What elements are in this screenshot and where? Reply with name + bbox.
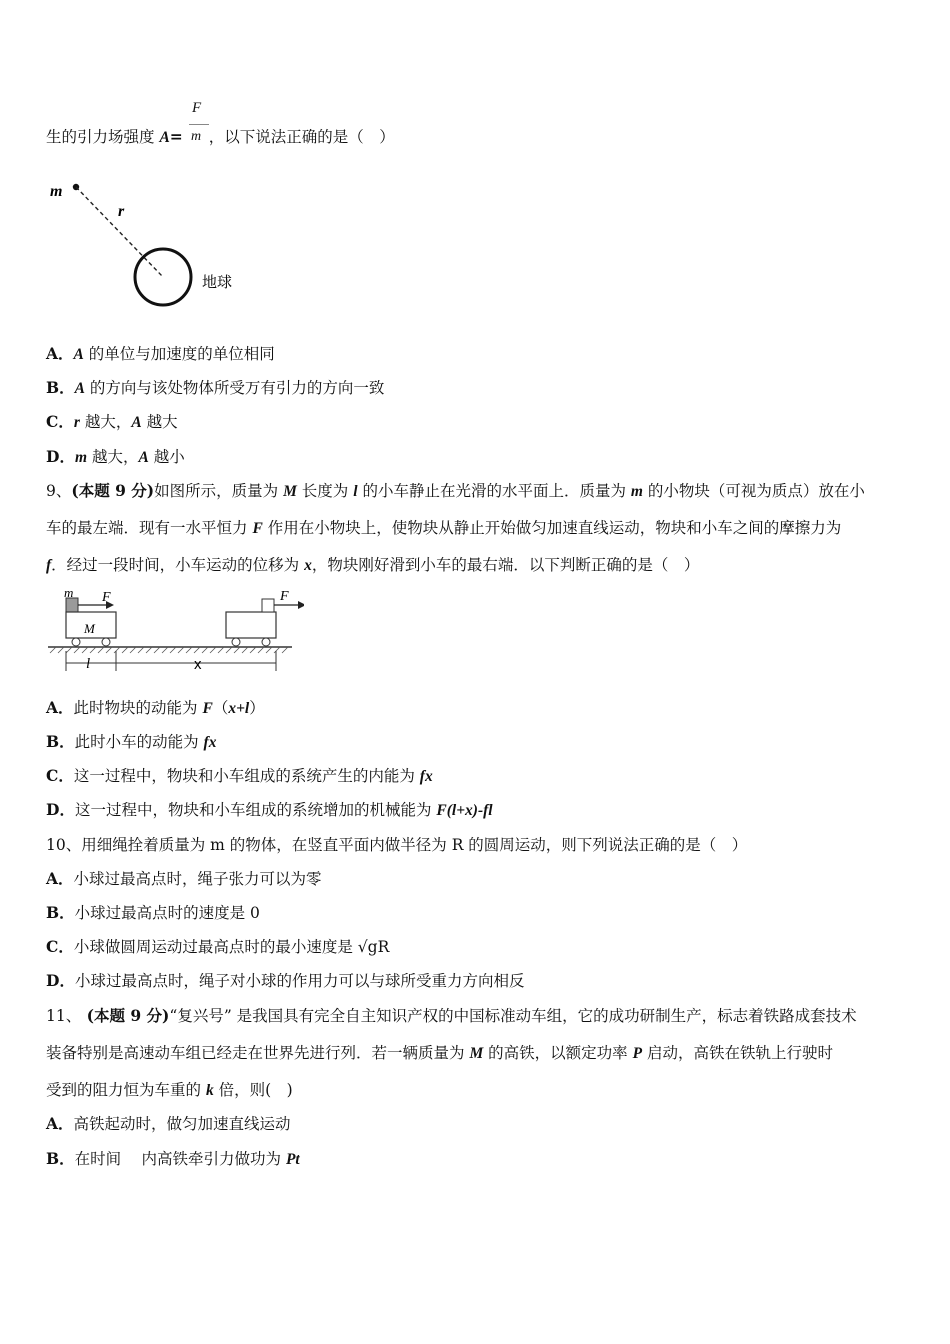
option-text: 小球过最高点时的速度是 0 [74, 904, 260, 922]
option-expr: Pt [285, 1151, 300, 1168]
q10-option-b [46, 902, 260, 924]
stem-var: x [304, 557, 312, 574]
figure-label-l: l [86, 656, 91, 672]
q8-option-b [46, 377, 384, 400]
fraction-denominator: m [191, 129, 202, 144]
option-letter: D． [46, 800, 75, 819]
stem-text: 装备特别是高速动车组已经走在世界先进行列．若一辆质量为 [46, 1044, 470, 1062]
wheel [232, 638, 240, 646]
stem-var: P [632, 1045, 643, 1062]
figure-label-r: r [118, 203, 125, 220]
q8-option-c [46, 411, 178, 434]
figure-label-m: m [50, 183, 63, 200]
figure-label-M: M [84, 621, 95, 636]
stem-text: 的小车静止在光滑的水平面上．质量为 [357, 482, 631, 500]
figure-label-F1: F [102, 590, 111, 605]
stem-text: 受到的阻力恒为车重的 [46, 1081, 206, 1099]
q10-option-c [46, 936, 389, 958]
option-expr: F(l+x)-fl [436, 802, 493, 819]
option-letter: C． [46, 412, 74, 431]
q8-stem-prefix: 生的引力场强度 [46, 128, 160, 146]
option-var: A [74, 380, 85, 397]
cart-figure [44, 585, 304, 677]
wheel [262, 638, 270, 646]
option-expr: x+l [228, 700, 250, 717]
stem-var: f [46, 557, 52, 574]
q11-stem-line2 [46, 1042, 833, 1065]
option-var: A [73, 346, 84, 363]
option-var: m [74, 449, 88, 466]
option-text: 这一过程中，物块和小车组成的系统产生的内能为 [73, 767, 420, 785]
option-text: 越大， [79, 413, 132, 431]
stem-var: F [252, 520, 263, 537]
option-letter: B． [46, 903, 75, 922]
stem-text: 作用在小物块上，使物块从静止开始做匀加速直线运动，物块和小车之间的摩擦力为 [262, 519, 842, 537]
block-m-final [262, 599, 274, 612]
stem-text: ．经过一段时间，小车运动的位移为 [51, 556, 305, 574]
q11-option-a [46, 1113, 291, 1135]
distance-line [76, 187, 163, 277]
option-letter: A． [46, 869, 74, 888]
stem-text: 启动，高铁在铁轨上行驶时 [642, 1044, 833, 1062]
fraction-bar [189, 124, 209, 125]
option-letter: A． [46, 698, 74, 717]
stem-var: M [283, 483, 297, 500]
option-letter: B． [46, 1149, 75, 1168]
q8-option-d [46, 446, 185, 469]
stem-var: k [205, 1082, 214, 1099]
stem-var: M [469, 1045, 484, 1062]
q11-stem-line3 [46, 1079, 293, 1102]
option-expr: fx [203, 734, 217, 751]
q10-option-d [46, 970, 524, 992]
q9-stem-line1 [46, 480, 865, 503]
option-var: A [138, 449, 149, 466]
option-text: 这一过程中，物块和小车组成的系统增加的机械能为 [74, 801, 437, 819]
wheel [102, 638, 110, 646]
q9-option-b [46, 731, 216, 754]
q9-option-d [46, 799, 493, 822]
option-letter: D． [46, 447, 75, 466]
q9-stem-line2 [46, 517, 841, 540]
q11-number: 11、 [46, 1007, 82, 1025]
option-expr: fx [419, 768, 433, 785]
q10-option-a [46, 868, 322, 890]
stem-text: “复兴号” 是我国具有完全自主知识产权的中国标准动车组，它的成功研制生产，标志着铁路成套技术 [169, 1007, 857, 1025]
stem-text: 的高铁，以额定功率 [483, 1044, 633, 1062]
stem-var: l [353, 483, 358, 500]
option-text: 的方向与该处物体所受万有引力的方向一致 [84, 379, 385, 397]
q9-option-c [46, 765, 433, 788]
option-text: 越小 [148, 448, 185, 466]
stem-text: 倍，则( ) [213, 1081, 293, 1099]
q9-number: 9、 [46, 482, 72, 500]
option-text: 在时间 内高铁牵引力做功为 [74, 1150, 286, 1168]
stem-var: m [630, 483, 643, 500]
ground-hatch [50, 647, 288, 653]
option-letter: D． [46, 971, 75, 990]
option-letter: A． [46, 1114, 74, 1133]
figure-label-earth: 地球 [202, 273, 233, 291]
q8-var-A: A [159, 129, 170, 146]
stem-text: 车的最左端．现有一水平恒力 [46, 519, 253, 537]
figure-label-x: x [194, 656, 202, 673]
option-text: 高铁起动时，做匀加速直线运动 [73, 1115, 291, 1133]
figure-label-m: m [64, 585, 74, 600]
option-letter: B． [46, 732, 75, 751]
wheel [72, 638, 80, 646]
option-var: r [73, 414, 80, 431]
option-text: 此时小车的动能为 [74, 733, 204, 751]
option-text: 此时物块的动能为 [73, 699, 203, 717]
cart-M-final [226, 612, 276, 638]
option-text: 的单位与加速度的单位相同 [83, 345, 275, 363]
q9-stem-line3 [46, 554, 699, 577]
q8-option-a [46, 343, 275, 366]
option-expr: （ [212, 699, 229, 717]
option-letter: A． [46, 344, 74, 363]
block-m-initial [66, 598, 78, 612]
q11-option-b [46, 1148, 300, 1171]
option-text: 越大 [141, 413, 178, 431]
figure-label-F2: F [280, 589, 289, 604]
q11-stem-line1 [46, 1005, 857, 1027]
stem-text: 如图所示，质量为 [154, 482, 284, 500]
stem-text: 的小物块（可视为质点）放在小 [642, 482, 865, 500]
option-text: 小球过最高点时，绳子张力可以为零 [73, 870, 322, 888]
option-expr: ） [249, 699, 265, 717]
option-letter: B． [46, 378, 75, 397]
arrowhead [298, 601, 304, 609]
option-letter: C． [46, 766, 74, 785]
q11-score: (本题 9 分) [81, 1006, 170, 1025]
q9-score: (本题 9 分) [71, 481, 155, 500]
option-text: 小球做圆周运动过最高点时的最小速度是 √gR [73, 938, 390, 956]
q9-option-a [46, 697, 265, 720]
fraction-numerator: F [192, 100, 202, 116]
option-var: A [131, 414, 142, 431]
option-letter: C． [46, 937, 74, 956]
q8-stem [46, 126, 395, 149]
option-text: 小球过最高点时，绳子对小球的作用力可以与球所受重力方向相反 [74, 972, 525, 990]
option-expr: F [202, 700, 213, 717]
q8-stem-suffix: ，以下说法正确的是（ ） [208, 128, 395, 146]
stem-text: 长度为 [296, 482, 354, 500]
q8-eq: = [169, 127, 183, 146]
q10-stem: 10、用细绳拴着质量为 m 的物体，在竖直平面内做半径为 R 的圆周运动，则下列说法正确的是（ ） [46, 836, 748, 854]
stem-text: ，物块刚好滑到小车的最右端．以下判断正确的是（ ） [311, 556, 700, 574]
option-text: 越大， [87, 448, 139, 466]
gravity-figure [40, 175, 260, 310]
